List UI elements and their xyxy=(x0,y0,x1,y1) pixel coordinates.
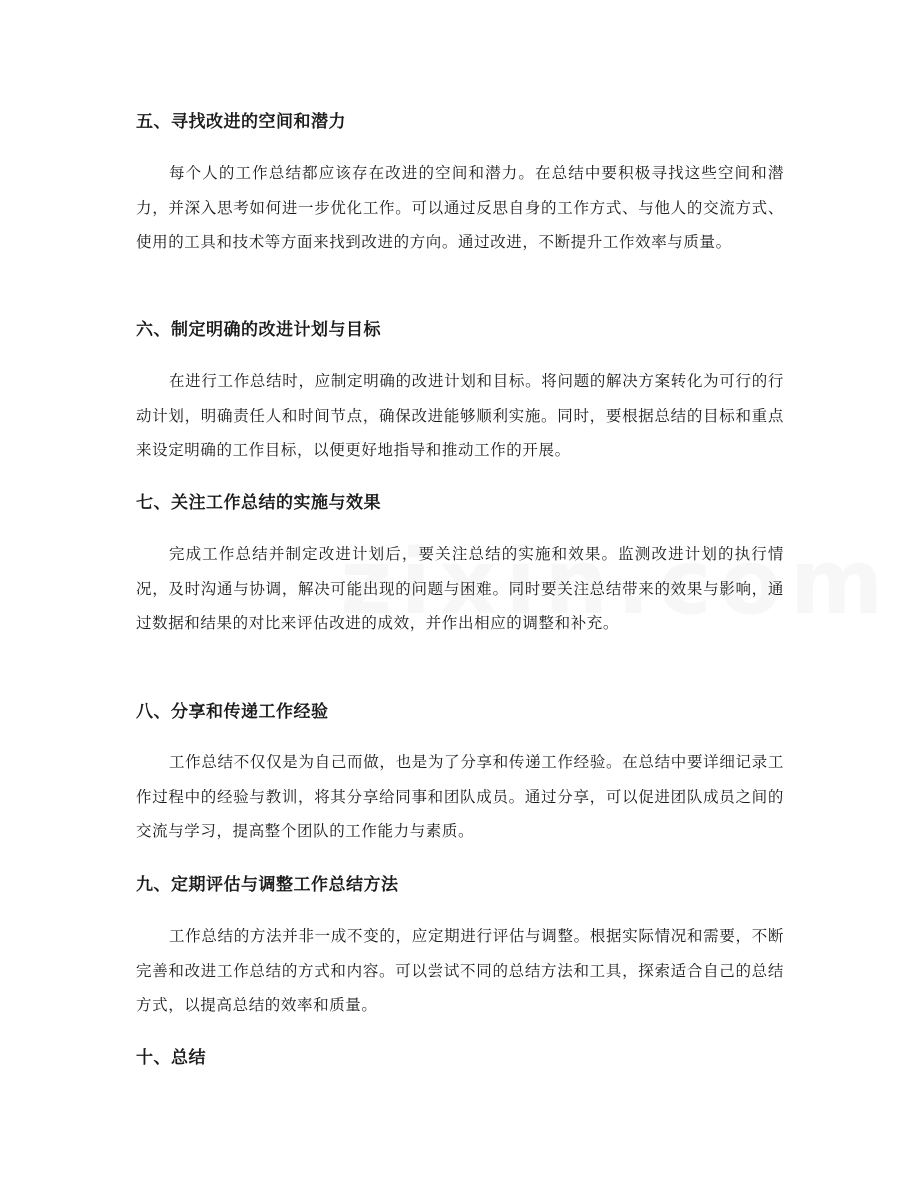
section-heading-10: 十、总结 xyxy=(136,1048,206,1068)
section-heading-7: 七、关注工作总结的实施与效果 xyxy=(136,493,381,513)
section-heading-9: 九、定期评估与调整工作总结方法 xyxy=(136,875,399,895)
section-paragraph-6: 在进行工作总结时，应制定明确的改进计划和目标。将问题的解决方案转化为可行的行动计划，明确责任人和时间节点，确保改进能够顺利实施。同时，要根据总结的目标和重点来设定明确的工作目标，以便更好地指导和推动工作的开展。 xyxy=(136,372,784,459)
section-heading-5: 五、寻找改进的空间和潜力 xyxy=(136,112,346,132)
section-paragraph-5: 每个人的工作总结都应该存在改进的空间和潜力。在总结中要积极寻找这些空间和潜力，并深入思考如何进一步优化工作。可以通过反思自身的工作方式、与他人的交流方式、使用的工具和技术等方面来找到改进的方向。通过改进，不断提升工作效率与质量。 xyxy=(136,164,784,251)
section-paragraph-7: 完成工作总结并制定改进计划后，要关注总结的实施和效果。监测改进计划的执行情况，及时沟通与协调，解决可能出现的问题与困难。同时要关注总结带来的效果与影响，通过数据和结果的对比来评估改进的成效，并作出相应的调整和补充。 xyxy=(136,545,784,632)
section-paragraph-9: 工作总结的方法并非一成不变的，应定期进行评估与调整。根据实际情况和需要，不断完善和改进工作总结的方式和内容。可以尝试不同的总结方法和工具，探索适合自己的总结方式，以提高总结的效率和质量。 xyxy=(136,927,784,1014)
section-paragraph-8: 工作总结不仅仅是为自己而做，也是为了分享和传递工作经验。在总结中要详细记录工作过程中的经验与教训，将其分享给同事和团队成员。通过分享，可以促进团队成员之间的交流与学习，提高整个团队的工作能力与素质。 xyxy=(136,753,784,840)
section-heading-6: 六、制定明确的改进计划与目标 xyxy=(136,320,381,340)
section-heading-8: 八、分享和传递工作经验 xyxy=(136,702,329,722)
